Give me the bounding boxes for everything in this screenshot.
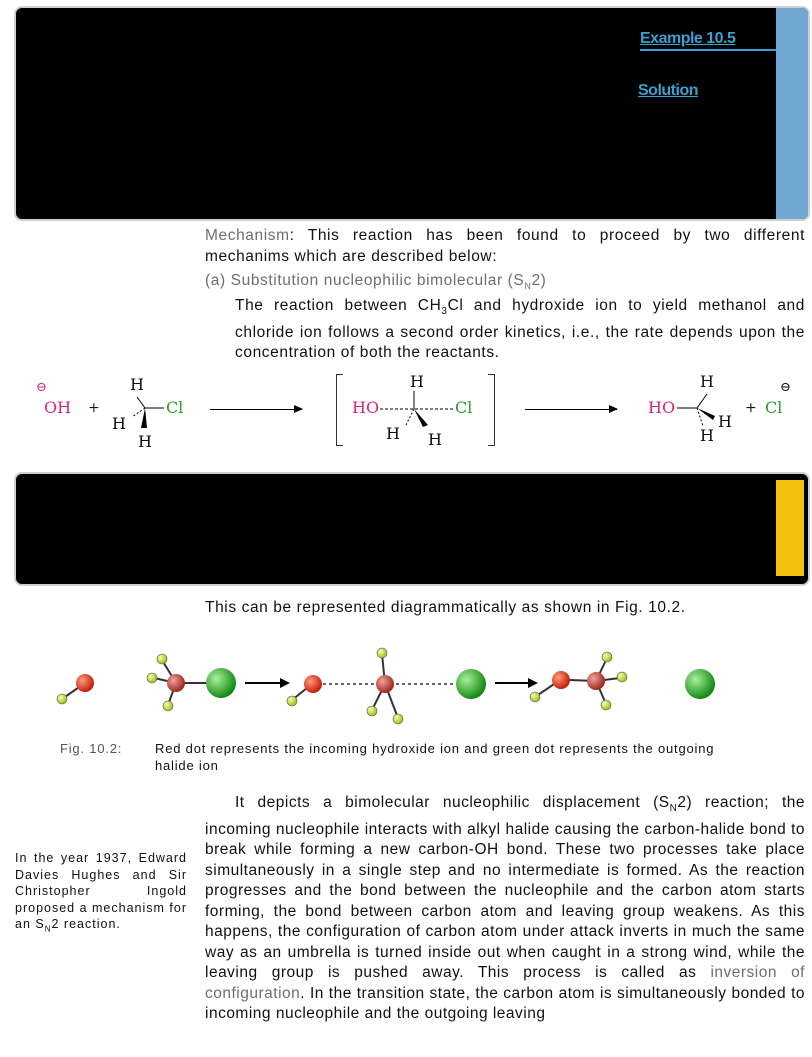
plus-sign-1: + <box>88 400 100 416</box>
figure-number: Fig. 10.2: <box>60 741 123 756</box>
banner-tab-blue <box>776 8 808 219</box>
p1-a: The reaction between CH <box>235 297 442 314</box>
product-h-bottom: H <box>700 426 714 445</box>
p1-sub: 3 <box>441 306 448 318</box>
body-sub: N <box>669 803 678 815</box>
banner-tab-yellow <box>776 480 804 576</box>
side-note-sub: N <box>44 924 52 934</box>
paragraph-a <box>235 296 805 364</box>
figure-caption-text: Red dot represents the incoming hydroxide ion and green dot represents the outgoing halide ion <box>155 741 715 773</box>
chloride-charge: ⊖ <box>780 380 791 395</box>
body-t1: It depicts a bimolecular nucleophilic displacement (S <box>235 794 670 811</box>
side-note-end: 2 reaction. <box>51 917 121 931</box>
mechanism-label: Mechanism <box>205 227 290 244</box>
subheading-a <box>205 271 546 297</box>
diagram-intro: This can be represented diagrammatically as shown in Fig. 10.2. <box>205 599 686 616</box>
mechanism-text: : This reaction has been found to proceed by two different mechanims which are described below: <box>205 227 805 265</box>
body-t3: . In the transition state, the carbon atom is simultaneously bonded to incoming nucleophile and the outgoing leaving <box>205 984 805 1023</box>
ts-h-left: H <box>386 424 400 443</box>
side-note-text: In the year 1937, Edward Davies Hughes and Sir Christopher Ingold proposed a mechanism for an S <box>15 851 187 931</box>
ts-cl: Cl <box>455 398 473 417</box>
ts-ho: HO <box>352 398 380 417</box>
reaction-arrow-2 <box>525 409 617 410</box>
chloride-formula: Cl <box>765 398 783 417</box>
product-ho: HO <box>648 398 676 417</box>
reactant-h-top: H <box>130 375 144 394</box>
inversion-term: inversion of configuration <box>205 964 805 1002</box>
second-banner <box>14 472 810 586</box>
side-note <box>15 850 187 938</box>
example-banner <box>14 6 810 221</box>
subheading-a-sub: N <box>524 281 532 292</box>
figure-arrow-2-head <box>528 678 538 688</box>
subheading-a-prefix: (a) <box>205 272 231 289</box>
reactant-h-left: H <box>112 414 126 433</box>
example-link[interactable]: Example 10.5 <box>640 30 736 47</box>
hydroxide-charge: ⊖ <box>36 380 47 395</box>
sn2-ball-stick-figure <box>40 640 780 730</box>
bracket-left <box>336 374 343 446</box>
reactant-h-bottom: H <box>138 432 152 451</box>
bracket-right <box>488 374 495 446</box>
solution-link[interactable]: Solution <box>638 82 698 99</box>
p1-c: Cl and hydroxide ion to yield methanol and chloride ion follows a second order kinetics, i.e., the rate depends upon the concentration of both the reactants. <box>235 297 805 362</box>
subheading-a-end: 2) <box>531 272 547 289</box>
reactant-bonds <box>120 390 170 435</box>
product-h-top: H <box>700 372 714 391</box>
subheading-a-title: Substitution nucleophilic bimolecular (S <box>230 272 525 289</box>
reactant-cl: Cl <box>166 398 184 417</box>
product-bonds <box>675 388 725 433</box>
reaction-arrow-1 <box>210 409 302 410</box>
figure-arrow-1-head <box>280 678 290 688</box>
ts-h-right: H <box>428 430 442 449</box>
body-paragraph <box>205 793 805 1025</box>
plus-sign-2: + <box>745 400 757 416</box>
ts-h-top: H <box>410 372 424 391</box>
ts-bonds <box>378 385 458 435</box>
figure-caption <box>60 740 780 774</box>
mechanism-intro <box>205 226 805 267</box>
body-t2: 2) reaction; the incoming nucleophile interacts with alkyl halide causing the carbon-halide bond to break while forming a new carbon-OH bond. These two processes take place simultaneously in a single step and no intermediate is formed. As the reaction progresses and the bond between the nucleophile and the carbon atom starts forming, the bond between carbon atom and leaving group weakens. As this happens, the configuration of carbon atom under attack inverts in much the same way as an umbrella is turned inside out when caught in a strong wind, while the leaving group is pushed away. This process is called as <box>205 794 805 982</box>
hydroxide-formula: OH <box>44 398 72 417</box>
product-h-right: H <box>718 412 732 431</box>
stage-3 <box>530 652 715 710</box>
stage-1 <box>57 654 236 711</box>
stage-2 <box>287 648 486 724</box>
example-underline <box>640 49 776 51</box>
